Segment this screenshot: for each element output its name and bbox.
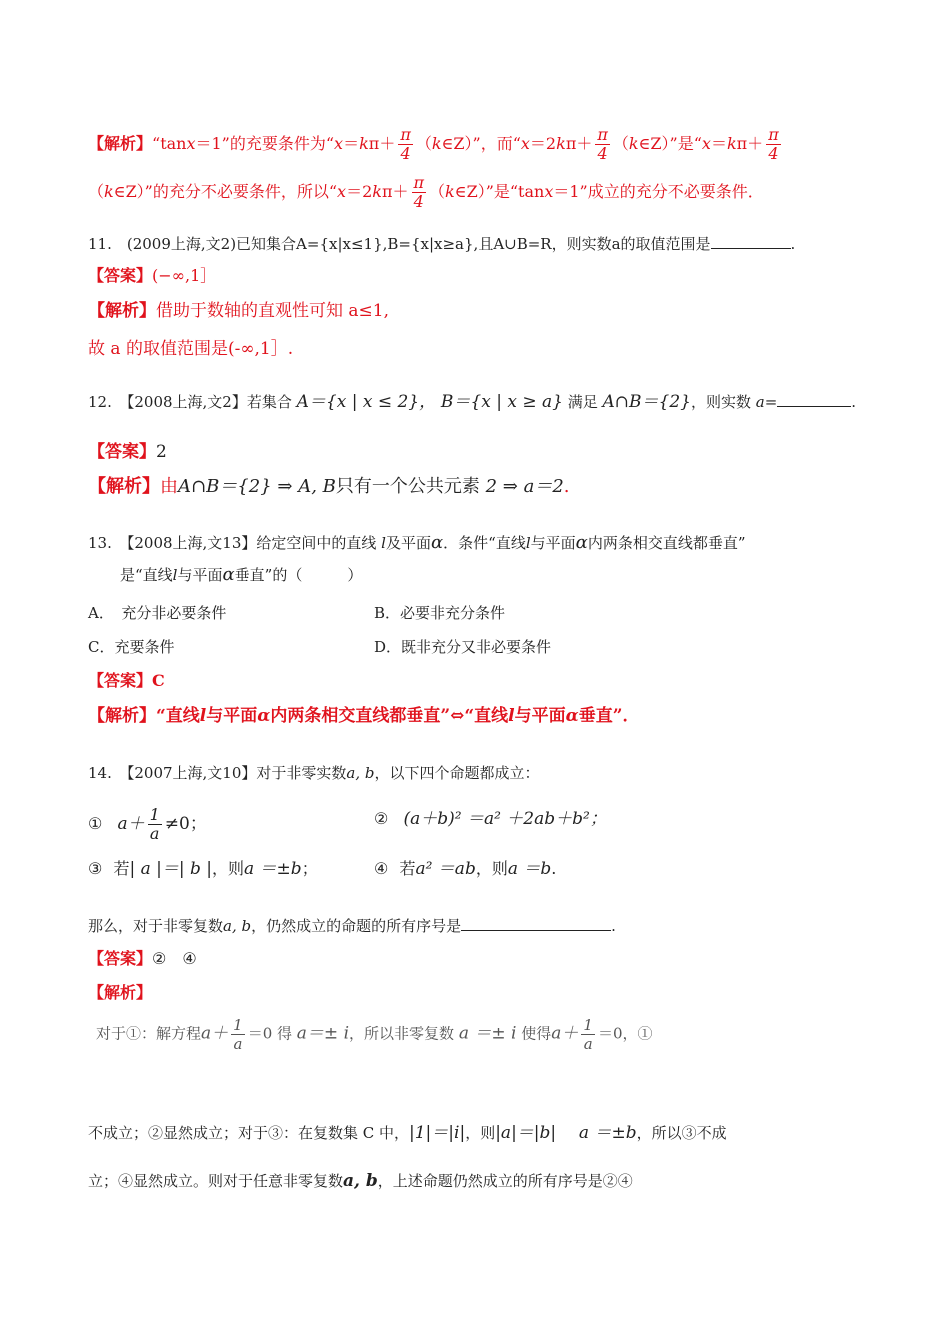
text: 垂直”．	[578, 706, 640, 726]
q13-option-b	[374, 602, 505, 624]
text: （	[612, 134, 629, 153]
q13-stem-line1	[88, 532, 745, 554]
text: 若	[399, 859, 416, 878]
numerator: 1	[583, 1016, 593, 1034]
text: π＋	[736, 134, 764, 153]
math: |1|＝|i|	[409, 1123, 466, 1143]
pi-over-4	[398, 126, 413, 163]
variable-l: l	[199, 706, 207, 726]
text: 只有一个公共元素	[335, 476, 480, 497]
math: a＝± i	[296, 1023, 350, 1044]
circled-number: ②	[374, 809, 389, 828]
text: π＋	[565, 134, 593, 153]
variable: a=	[755, 393, 778, 411]
option-text: C．充要条件	[88, 638, 175, 656]
answer-tag: 【答案】	[88, 442, 156, 462]
q11-answer	[88, 265, 216, 287]
math: a ＝±b	[578, 1123, 637, 1143]
text: x	[334, 134, 344, 153]
text: ，则实数	[690, 393, 751, 411]
text: （	[415, 134, 432, 153]
explanation-text: 借助于数轴的直观性可知 a≤1,	[156, 301, 390, 321]
math-expression: A∩B＝{2} ⇒ A, B	[178, 476, 336, 497]
text: x	[701, 134, 711, 153]
denominator: 4	[400, 144, 411, 163]
variable-l: l	[508, 706, 515, 726]
answer-tag: 【答案】	[88, 949, 153, 968]
text: ∈Z）”的充分不必要条件，所以“	[113, 182, 338, 201]
explanation-text: 故 a 的取值范围是(-∞,1］.	[88, 339, 294, 359]
denominator: a	[149, 824, 160, 843]
text: π＋	[368, 134, 396, 153]
question-text: 11. (2009上海,文2)已知集合A={x|x≤1},B={x|x≥a},且A∪B=R，则实数a的取值范围是	[88, 235, 711, 253]
numerator: π	[597, 125, 608, 144]
text: ，以下四个命题都成立：	[374, 764, 540, 782]
text: ＝0，①	[597, 1024, 653, 1043]
option-text: B．必要非充分条件	[374, 604, 506, 622]
text: k	[431, 134, 442, 153]
text: ，上述命题仍然成立的所有序号是②④	[377, 1172, 633, 1190]
text: k	[445, 182, 455, 201]
q11-explanation-line2	[88, 338, 293, 360]
text: 垂直”的（ ）	[234, 566, 363, 584]
math: a ＝±b	[244, 859, 302, 879]
text: 与平面	[206, 706, 258, 726]
text: .	[790, 235, 796, 253]
q12-answer	[88, 441, 167, 463]
text: ＝0 得	[247, 1024, 293, 1043]
answer-tag: 【答案】	[88, 671, 153, 690]
text: ＝	[343, 134, 360, 153]
math: a＋	[551, 1023, 579, 1044]
variable-alpha: α	[222, 564, 235, 585]
q14-proposition-2	[374, 808, 607, 830]
text: ，则	[465, 1124, 496, 1142]
answer-value: C	[152, 671, 165, 690]
math-expression: 2 ⇒ a＝2	[485, 476, 564, 497]
q13-option-a	[88, 602, 226, 624]
text: 内两条相交直线都垂直”	[587, 534, 746, 552]
text: ＝1”成立的充分不必要条件．	[553, 182, 764, 201]
text: k	[556, 134, 566, 153]
answer-blank	[777, 390, 851, 407]
circled-number: ③	[88, 859, 103, 878]
option-text: D．既非充分又非必要条件	[374, 638, 552, 656]
circled-number: ①	[88, 814, 103, 833]
text: 由	[160, 476, 178, 497]
q13-option-d	[374, 636, 551, 658]
q12-explanation	[88, 476, 570, 498]
q14-proposition-4	[374, 858, 556, 880]
variables: a, b	[346, 764, 375, 782]
text: ∈Z）”是“tan	[454, 182, 545, 201]
denominator: a	[583, 1035, 593, 1053]
text: （	[429, 182, 446, 201]
explanation-tag: 【解析】	[88, 134, 153, 153]
text: k	[372, 182, 382, 201]
text: ．条件“直线	[443, 534, 526, 552]
fraction-1-over-a	[581, 1016, 595, 1053]
text: 内两条相交直线都垂直”⇔“直线	[270, 706, 509, 726]
denominator: 4	[413, 192, 424, 211]
q13-answer	[88, 670, 165, 692]
q13-stem-line2	[120, 564, 362, 586]
q11-explanation-line1	[88, 300, 389, 322]
answer-value: 2	[156, 442, 167, 462]
math: | a |＝| b |	[129, 859, 212, 879]
variable-l: l	[381, 534, 386, 552]
text: “tan	[152, 134, 187, 153]
denominator: a	[233, 1035, 243, 1053]
text: 使得	[521, 1024, 552, 1043]
numerator: 1	[233, 1016, 243, 1034]
variable-alpha: α	[257, 706, 271, 726]
text: ，则	[212, 859, 245, 878]
q13-explanation	[88, 705, 640, 727]
q14-explanation-line3	[88, 1170, 633, 1192]
denominator: 4	[597, 144, 608, 163]
text: 满足	[567, 393, 598, 411]
q13-option-c	[88, 636, 174, 658]
text: 与平面	[177, 566, 223, 584]
text: ∈Z）”，而“	[441, 134, 521, 153]
text: ＝2	[529, 134, 557, 153]
text: ＝	[710, 134, 727, 153]
text: 那么，对于非零复数	[88, 917, 224, 935]
text: 立；④显然成立。则对于任意非零复数	[88, 1172, 344, 1190]
question-text: 14. 【2007上海,文10】对于非零实数	[88, 764, 347, 782]
math-intersection: A∩B＝{2}	[602, 392, 691, 412]
text: k	[628, 134, 639, 153]
math: a, b	[343, 1171, 378, 1191]
answer-value: (−∞,1］	[152, 266, 217, 285]
text: x	[520, 134, 530, 153]
text: “直线	[156, 706, 200, 726]
math: ≠0；	[164, 814, 207, 834]
question-text: 12. 【2008上海,文2】若集合	[88, 393, 292, 411]
text: （	[88, 182, 105, 201]
pi-over-4	[595, 126, 610, 163]
text: x	[337, 182, 347, 201]
text: 是“直线	[120, 566, 173, 584]
fraction-1-over-a	[231, 1016, 245, 1053]
text: k	[726, 134, 737, 153]
text: 及平面	[385, 534, 431, 552]
text: k	[104, 182, 114, 201]
q12-stem	[88, 390, 856, 413]
math: a ＝b	[507, 859, 552, 879]
text: .	[551, 859, 557, 878]
math-set-b: B＝{x | x ≥ a}	[440, 392, 563, 412]
q14-explanation-line2	[88, 1122, 727, 1144]
variable-alpha: α	[575, 532, 588, 553]
q14-explanation-tag	[88, 982, 152, 1004]
explanation-tag: 【解析】	[88, 476, 160, 497]
q14-question	[88, 914, 616, 937]
q11-stem	[88, 232, 795, 255]
numerator: π	[413, 173, 425, 192]
variable-l: l	[172, 566, 178, 584]
text: 与平面	[514, 706, 566, 726]
text: ＝1”的充要条件为“	[195, 134, 335, 153]
text: ，则	[475, 859, 508, 878]
text: ∈Z）”是“	[638, 134, 702, 153]
q14-stem	[88, 762, 540, 784]
variables: a, b	[223, 917, 252, 935]
text: 不成立；②显然成立；对于③：在复数集 C 中，	[88, 1124, 410, 1142]
math: |a|＝|b|	[495, 1123, 557, 1143]
numerator: 1	[149, 805, 160, 824]
text: x	[544, 182, 554, 201]
q14-proposition-3	[88, 858, 318, 880]
q14-proposition-1	[88, 806, 207, 843]
text: .	[851, 393, 857, 411]
answer-value: ② ④	[152, 949, 197, 968]
text: ；	[301, 859, 318, 878]
q14-answer	[88, 948, 197, 970]
pi-over-4	[766, 126, 781, 163]
math: a＋	[117, 814, 145, 834]
text: ，仍然成立的命题的所有序号是	[251, 917, 462, 935]
explanation-tag: 【解析】	[88, 301, 156, 321]
circled-number: ④	[374, 859, 389, 878]
text: .	[563, 476, 570, 497]
text: ，所以非零复数	[349, 1024, 455, 1043]
text: 对于①：解方程	[96, 1024, 202, 1043]
numerator: π	[768, 125, 779, 144]
math: a ＝± i	[458, 1023, 517, 1044]
text: 与平面	[530, 534, 576, 552]
variable-l: l	[525, 534, 531, 552]
math: a＋	[201, 1023, 229, 1044]
q14-explanation-line1	[96, 1016, 652, 1053]
numerator: π	[400, 125, 411, 144]
text: x	[186, 134, 196, 153]
math: a² ＝ab	[415, 859, 476, 879]
math-set-a: A＝{x | x ≤ 2}，	[296, 392, 437, 412]
question-text: 13. 【2008上海,文13】给定空间中的直线	[88, 534, 377, 552]
text: 若	[113, 859, 130, 878]
variable-alpha: α	[431, 532, 444, 553]
q10-explanation-line1	[88, 126, 784, 163]
fraction-1-over-a	[148, 806, 162, 843]
text: ＝2	[346, 182, 373, 201]
pi-over-4	[412, 174, 427, 211]
variable-alpha: α	[565, 706, 579, 726]
text: k	[359, 134, 369, 153]
text: π＋	[381, 182, 409, 201]
option-text: A． 充分非必要条件	[88, 604, 227, 622]
explanation-tag: 【解析】	[88, 706, 156, 726]
denominator: 4	[768, 144, 779, 163]
q10-explanation-line2	[88, 174, 764, 211]
explanation-tag: 【解析】	[88, 983, 153, 1002]
answer-blank	[711, 232, 791, 249]
answer-tag: 【答案】	[88, 266, 153, 285]
answer-blank	[461, 914, 611, 931]
text: .	[611, 917, 616, 935]
math: (a＋b)² ＝a² ＋2ab＋b²；	[403, 809, 607, 829]
text: ，所以③不成	[636, 1124, 727, 1142]
